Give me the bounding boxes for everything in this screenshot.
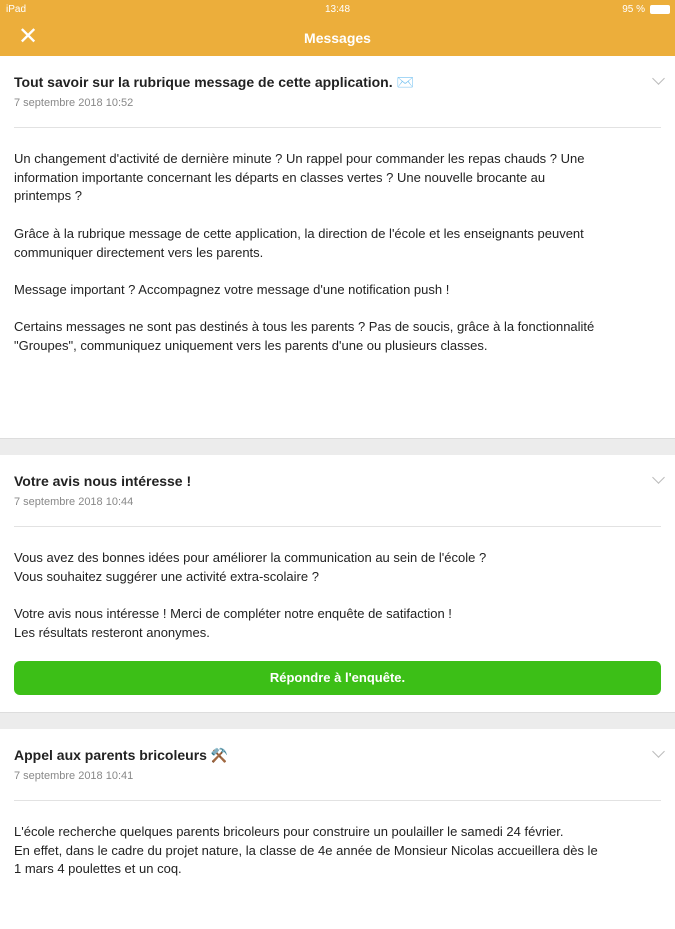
paragraph: [14, 281, 661, 300]
message-body: [14, 128, 661, 356]
paragraph: [14, 150, 661, 206]
text-line: Vous avez des bonnes idées pour améliorer la communication au sein de l'école ?: [14, 550, 487, 565]
close-button[interactable]: ✕: [18, 23, 39, 50]
text-line: Vous souhaitez suggérer une activité extra-scolaire ?: [14, 568, 319, 584]
message-title: Tout savoir sur la rubrique message de cette application. ✉️: [14, 74, 414, 90]
text-line: printemps ?: [14, 188, 82, 204]
message-date: 7 septembre 2018 10:52: [14, 97, 134, 109]
status-bar: [0, 0, 675, 20]
nav-bar: [0, 20, 675, 56]
paragraph: [14, 318, 661, 355]
message-title: Votre avis nous intéresse !: [14, 473, 192, 489]
separator: [0, 712, 675, 729]
battery-label: 95 %: [622, 4, 645, 15]
paragraph: [14, 605, 661, 642]
text-line: En effet, dans le cadre du projet nature, la classe de 4e année de Monsieur Nicolas accueillera dès le: [14, 842, 598, 858]
text-line: L'école recherche quelques parents bricoleurs pour construire un poulailler le samedi 24 février.: [14, 824, 564, 839]
message-date: 7 septembre 2018 10:44: [14, 496, 134, 508]
text-line: communiquer directement vers les parents.: [14, 244, 264, 260]
text-line: "Groupes", communiquez uniquement vers les parents d'une ou plusieurs classes.: [14, 337, 488, 353]
paragraph: [14, 823, 661, 879]
paragraph: [14, 549, 661, 586]
device-label: iPad: [6, 4, 27, 15]
battery-icon: [650, 5, 670, 14]
message-card[interactable]: [0, 729, 675, 929]
paragraph: [14, 225, 661, 262]
message-list: [0, 56, 675, 929]
text-line: Un changement d'activité de dernière minute ? Un rappel pour commander les repas chauds ? Une: [14, 151, 585, 166]
text-line: information importante concernant les départs en classes vertes ? Une nouvelle brocante au: [14, 169, 546, 185]
text-line: Message important ? Accompagnez votre message d'une notification push !: [14, 281, 450, 297]
message-date: 7 septembre 2018 10:41: [14, 770, 134, 782]
text-line: Grâce à la rubrique message de cette application, la direction de l'école et les enseignants peuvent: [14, 225, 584, 241]
message-body: [14, 801, 661, 879]
clock: 13:48: [324, 4, 351, 15]
message-card[interactable]: [0, 56, 675, 438]
message-body: [14, 527, 661, 643]
page-title: Messages: [304, 30, 371, 46]
text-line: 1 mars 4 poulettes et un coq.: [14, 861, 182, 877]
text-line: Votre avis nous intéresse ! Merci de compléter notre enquête de satifaction !: [14, 606, 452, 622]
message-title: Appel aux parents bricoleurs ⚒️: [14, 747, 229, 763]
survey-button[interactable]: Répondre à l'enquête.: [14, 661, 661, 695]
text-line: Certains messages ne sont pas destinés à tous les parents ? Pas de soucis, grâce à la fonctionnalité: [14, 319, 595, 335]
text-line: Les résultats resteront anonymes.: [14, 624, 210, 640]
separator: [0, 438, 675, 455]
message-card[interactable]: [0, 455, 675, 712]
